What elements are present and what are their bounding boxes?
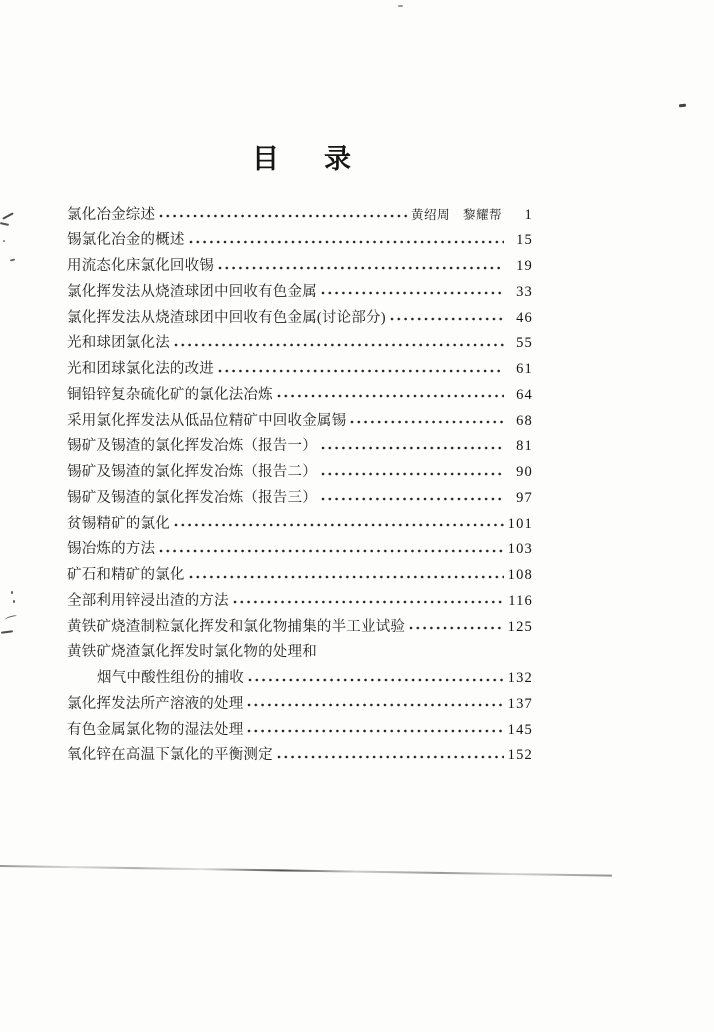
- toc-row: [67, 511, 533, 537]
- toc-entry-page: 1: [524, 206, 533, 223]
- toc-row: [67, 357, 533, 383]
- toc-entry-title: 锡氯化冶金的概述: [67, 232, 185, 249]
- dot-leader: [247, 691, 504, 717]
- toc-row: [67, 537, 533, 563]
- dot-leader: [247, 717, 504, 743]
- toc-entry-page: 116: [508, 592, 533, 609]
- toc-entry-title: 黄铁矿烧渣制粒氯化挥发和氯化物捕集的半工业试验: [67, 618, 406, 635]
- toc-row: [67, 640, 533, 666]
- dot-leader: [321, 434, 504, 460]
- toc-entry-title: 锡冶炼的方法: [67, 541, 156, 558]
- dot-leader: [409, 614, 504, 640]
- scan-mark: [10, 258, 15, 261]
- toc-entry-page: 81: [516, 438, 533, 455]
- scan-mark: [3, 240, 5, 242]
- toc-entry-title: 黄铁矿烧渣氯化挥发时氯化物的处理和: [67, 644, 317, 661]
- toc-entry-page: 103: [507, 541, 533, 558]
- toc-row: [67, 202, 533, 228]
- dot-leader: [321, 485, 504, 511]
- dot-leader: [174, 331, 504, 357]
- toc-entry-page: 61: [516, 361, 533, 378]
- dot-leader: [218, 254, 504, 280]
- toc-entry-page: 125: [507, 618, 533, 635]
- toc-row: [67, 485, 533, 511]
- scan-crease-line: [0, 865, 612, 876]
- toc-row: [67, 254, 533, 280]
- toc-entry-page: 108: [507, 567, 533, 584]
- toc-row: [67, 666, 533, 692]
- toc-entry-title: 氯化挥发法所产溶液的处理: [67, 695, 244, 712]
- scan-mark: [11, 591, 13, 594]
- toc-entry-page: 137: [507, 695, 533, 712]
- toc-entry-page: 33: [516, 283, 533, 300]
- toc-entry-page: 145: [507, 721, 533, 738]
- toc-entry-title: 全部利用锌浸出渣的方法: [67, 592, 229, 609]
- dot-leader: [233, 588, 504, 614]
- dot-leader: [159, 202, 408, 228]
- toc-entry-title: 氯化挥发法从烧渣球团中回收有色金属: [67, 283, 317, 300]
- toc-row: [67, 743, 533, 769]
- scan-mark: [13, 600, 15, 603]
- scan-mark: [679, 104, 686, 108]
- toc-entry-title: 锡矿及锡渣的氯化挥发冶炼（报告一）: [67, 438, 317, 455]
- dot-leader: [350, 408, 504, 434]
- toc-row: [67, 691, 533, 717]
- dot-leader: [189, 563, 504, 589]
- toc-entry-title: 铜铅锌复杂硫化矿的氯化法冶炼: [67, 386, 273, 403]
- toc-row: [67, 588, 533, 614]
- toc-entry-title: 氯化挥发法从烧渣球团中回收有色金属(讨论部分): [67, 309, 386, 326]
- toc-entry-page: 64: [516, 386, 533, 403]
- toc-entry-page: 46: [516, 309, 533, 326]
- toc-entry-title: 氧化锌在高温下氯化的平衡测定: [67, 747, 273, 764]
- toc-entry-title: 矿石和精矿的氯化: [67, 567, 185, 584]
- toc-entry-title: 有色金属氯化物的湿法处理: [67, 721, 244, 738]
- scan-mark: [398, 5, 403, 7]
- toc-entry-title: 烟气中酸性组份的捕收: [97, 670, 244, 687]
- toc-entry-page: 68: [516, 412, 533, 429]
- dot-leader: [277, 743, 504, 769]
- toc-entry-title: 贫锡精矿的氯化: [67, 515, 170, 532]
- toc-row: [67, 382, 533, 408]
- dot-leader: [390, 305, 504, 331]
- toc-row: [67, 331, 533, 357]
- toc-row: [67, 614, 533, 640]
- toc-entry-title: 用流态化床氯化回收锡: [67, 258, 214, 275]
- scan-mark: [5, 615, 18, 622]
- toc-entry-page: 97: [516, 489, 533, 506]
- toc-entry-page: 152: [507, 747, 533, 764]
- toc-entry-page: 132: [507, 670, 533, 687]
- toc-row: [67, 563, 533, 589]
- dot-leader: [248, 666, 504, 692]
- toc-entry-title: 锡矿及锡渣的氯化挥发冶炼（报告二）: [67, 464, 317, 481]
- dot-leader: [159, 537, 504, 563]
- dot-leader: [321, 279, 504, 305]
- scan-mark: [2, 212, 14, 219]
- toc-entry-page: 19: [516, 258, 533, 275]
- dot-leader: [277, 382, 504, 408]
- toc-entry-title: 氯化冶金综述: [67, 206, 156, 223]
- toc-row: [67, 279, 533, 305]
- toc-row: [67, 717, 533, 743]
- toc-entry-page: 55: [516, 335, 533, 352]
- dot-leader: [189, 228, 504, 254]
- toc-entry-page: 101: [507, 515, 533, 532]
- toc-row: [67, 460, 533, 486]
- toc-entry-title: 采用氯化挥发法从低品位精矿中回收金属锡: [67, 412, 347, 429]
- toc-row: [67, 305, 533, 331]
- page-title: 目 录: [252, 144, 360, 174]
- dot-leader: [174, 511, 504, 537]
- dot-leader: [321, 460, 504, 486]
- toc-entry-title: 锡矿及锡渣的氯化挥发冶炼（报告三）: [67, 489, 317, 506]
- toc-entry-page: 15: [516, 232, 533, 249]
- toc-list: [67, 202, 533, 769]
- toc-entry-title: 光和团球氯化法的改进: [67, 361, 214, 378]
- toc-entry-authors: 黄绍周 黎耀帮: [410, 207, 502, 222]
- toc-entry-page: 90: [516, 464, 533, 481]
- toc-entry-title: 光和球团氯化法: [67, 335, 170, 352]
- toc-row: [67, 228, 533, 254]
- toc-row: [67, 408, 533, 434]
- scan-mark: [1, 630, 13, 633]
- dot-leader: [218, 357, 504, 383]
- scan-mark: [0, 222, 9, 226]
- toc-row: [67, 434, 533, 460]
